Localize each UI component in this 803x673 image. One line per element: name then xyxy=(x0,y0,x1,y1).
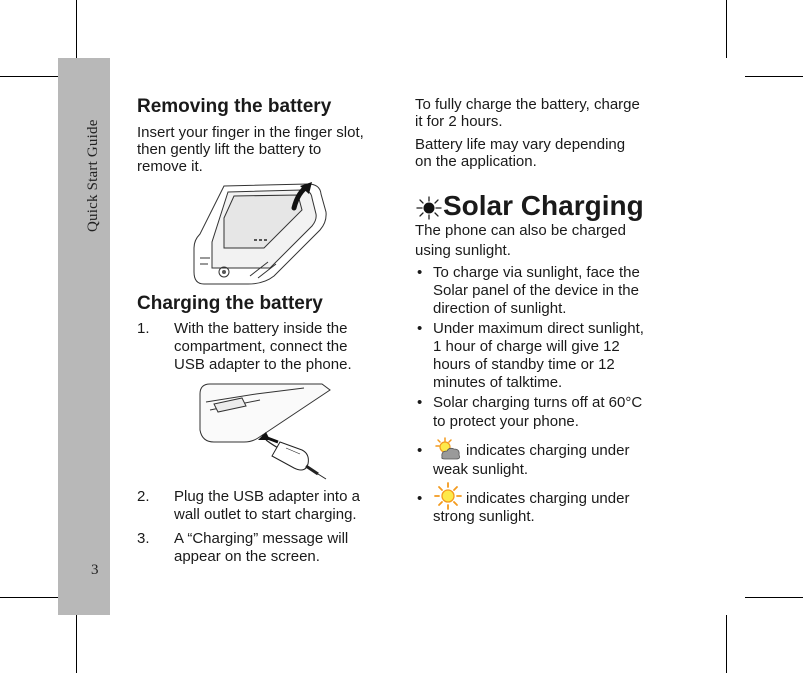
side-tab-title: Quick Start Guide xyxy=(85,119,101,232)
step-3-line-2: appear on the screen. xyxy=(174,548,320,565)
weak-sun-icon xyxy=(433,437,463,463)
charge-time-line-2: it for 2 hours. xyxy=(415,113,503,130)
crop-mark xyxy=(745,597,803,598)
usb-charging-illustration xyxy=(196,380,336,480)
removing-line-2: then gently lift the battery to xyxy=(137,141,322,158)
bullet-5-line-2: strong sunlight. xyxy=(433,508,535,525)
step-2-line-2: wall outlet to start charging. xyxy=(174,506,357,523)
bullet-marker: • xyxy=(417,264,423,281)
crop-mark xyxy=(726,615,727,673)
step-1-line-2: compartment, connect the xyxy=(174,338,348,355)
step-2-line-1: Plug the USB adapter into a xyxy=(174,488,360,505)
heading-removing-battery: Removing the battery xyxy=(137,96,332,117)
bullet-1-line-2: Solar panel of the device in the xyxy=(433,282,639,299)
bullet-3-line-2: to protect your phone. xyxy=(433,413,579,430)
step-number-3: 3. xyxy=(137,530,150,547)
battery-life-line-1: Battery life may vary depending xyxy=(415,136,626,153)
heading-charging-battery: Charging the battery xyxy=(137,293,323,314)
sun-icon xyxy=(414,195,444,221)
removing-line-1: Insert your finger in the finger slot, xyxy=(137,124,364,141)
battery-life-line-2: on the application. xyxy=(415,153,537,170)
crop-mark xyxy=(0,597,58,598)
bullet-marker: • xyxy=(417,320,423,337)
bullet-5-line-1: indicates charging under xyxy=(466,490,630,507)
step-1-line-1: With the battery inside the xyxy=(174,320,348,337)
crop-mark xyxy=(76,0,77,58)
bullet-4-line-1: indicates charging under xyxy=(466,442,630,459)
bullet-1-line-1: To charge via sunlight, face the xyxy=(433,264,640,281)
bullet-marker: • xyxy=(417,442,423,459)
bullet-marker: • xyxy=(417,394,423,411)
heading-solar-charging: Solar Charging xyxy=(443,190,644,221)
bullet-4-line-2: weak sunlight. xyxy=(433,461,529,478)
bullet-2-line-3: hours of standby time or 12 xyxy=(433,356,615,373)
removing-line-3: remove it. xyxy=(137,158,203,175)
step-3-line-1: A “Charging” message will xyxy=(174,530,349,547)
solar-intro-line-1: The phone can also be charged xyxy=(415,222,626,239)
bullet-1-line-3: direction of sunlight. xyxy=(433,300,567,317)
bullet-2-line-2: 1 hour of charge will give 12 xyxy=(433,338,620,355)
battery-removal-illustration xyxy=(190,178,330,290)
crop-mark xyxy=(0,76,58,77)
bullet-marker: • xyxy=(417,490,423,507)
step-number-2: 2. xyxy=(137,488,150,505)
bullet-2-line-4: minutes of talktime. xyxy=(433,374,563,391)
side-tab xyxy=(58,58,110,615)
crop-mark xyxy=(745,76,803,77)
crop-mark xyxy=(726,0,727,58)
bullet-2-line-1: Under maximum direct sunlight, xyxy=(433,320,644,337)
page-number: 3 xyxy=(91,562,99,578)
strong-sun-icon xyxy=(434,482,462,510)
crop-mark xyxy=(76,615,77,673)
step-number-1: 1. xyxy=(137,320,150,337)
step-1-line-3: USB adapter to the phone. xyxy=(174,356,352,373)
bullet-3-line-1: Solar charging turns off at 60°C xyxy=(433,394,643,411)
solar-intro-line-2: using sunlight. xyxy=(415,242,511,259)
charge-time-line-1: To fully charge the battery, charge xyxy=(415,96,640,113)
